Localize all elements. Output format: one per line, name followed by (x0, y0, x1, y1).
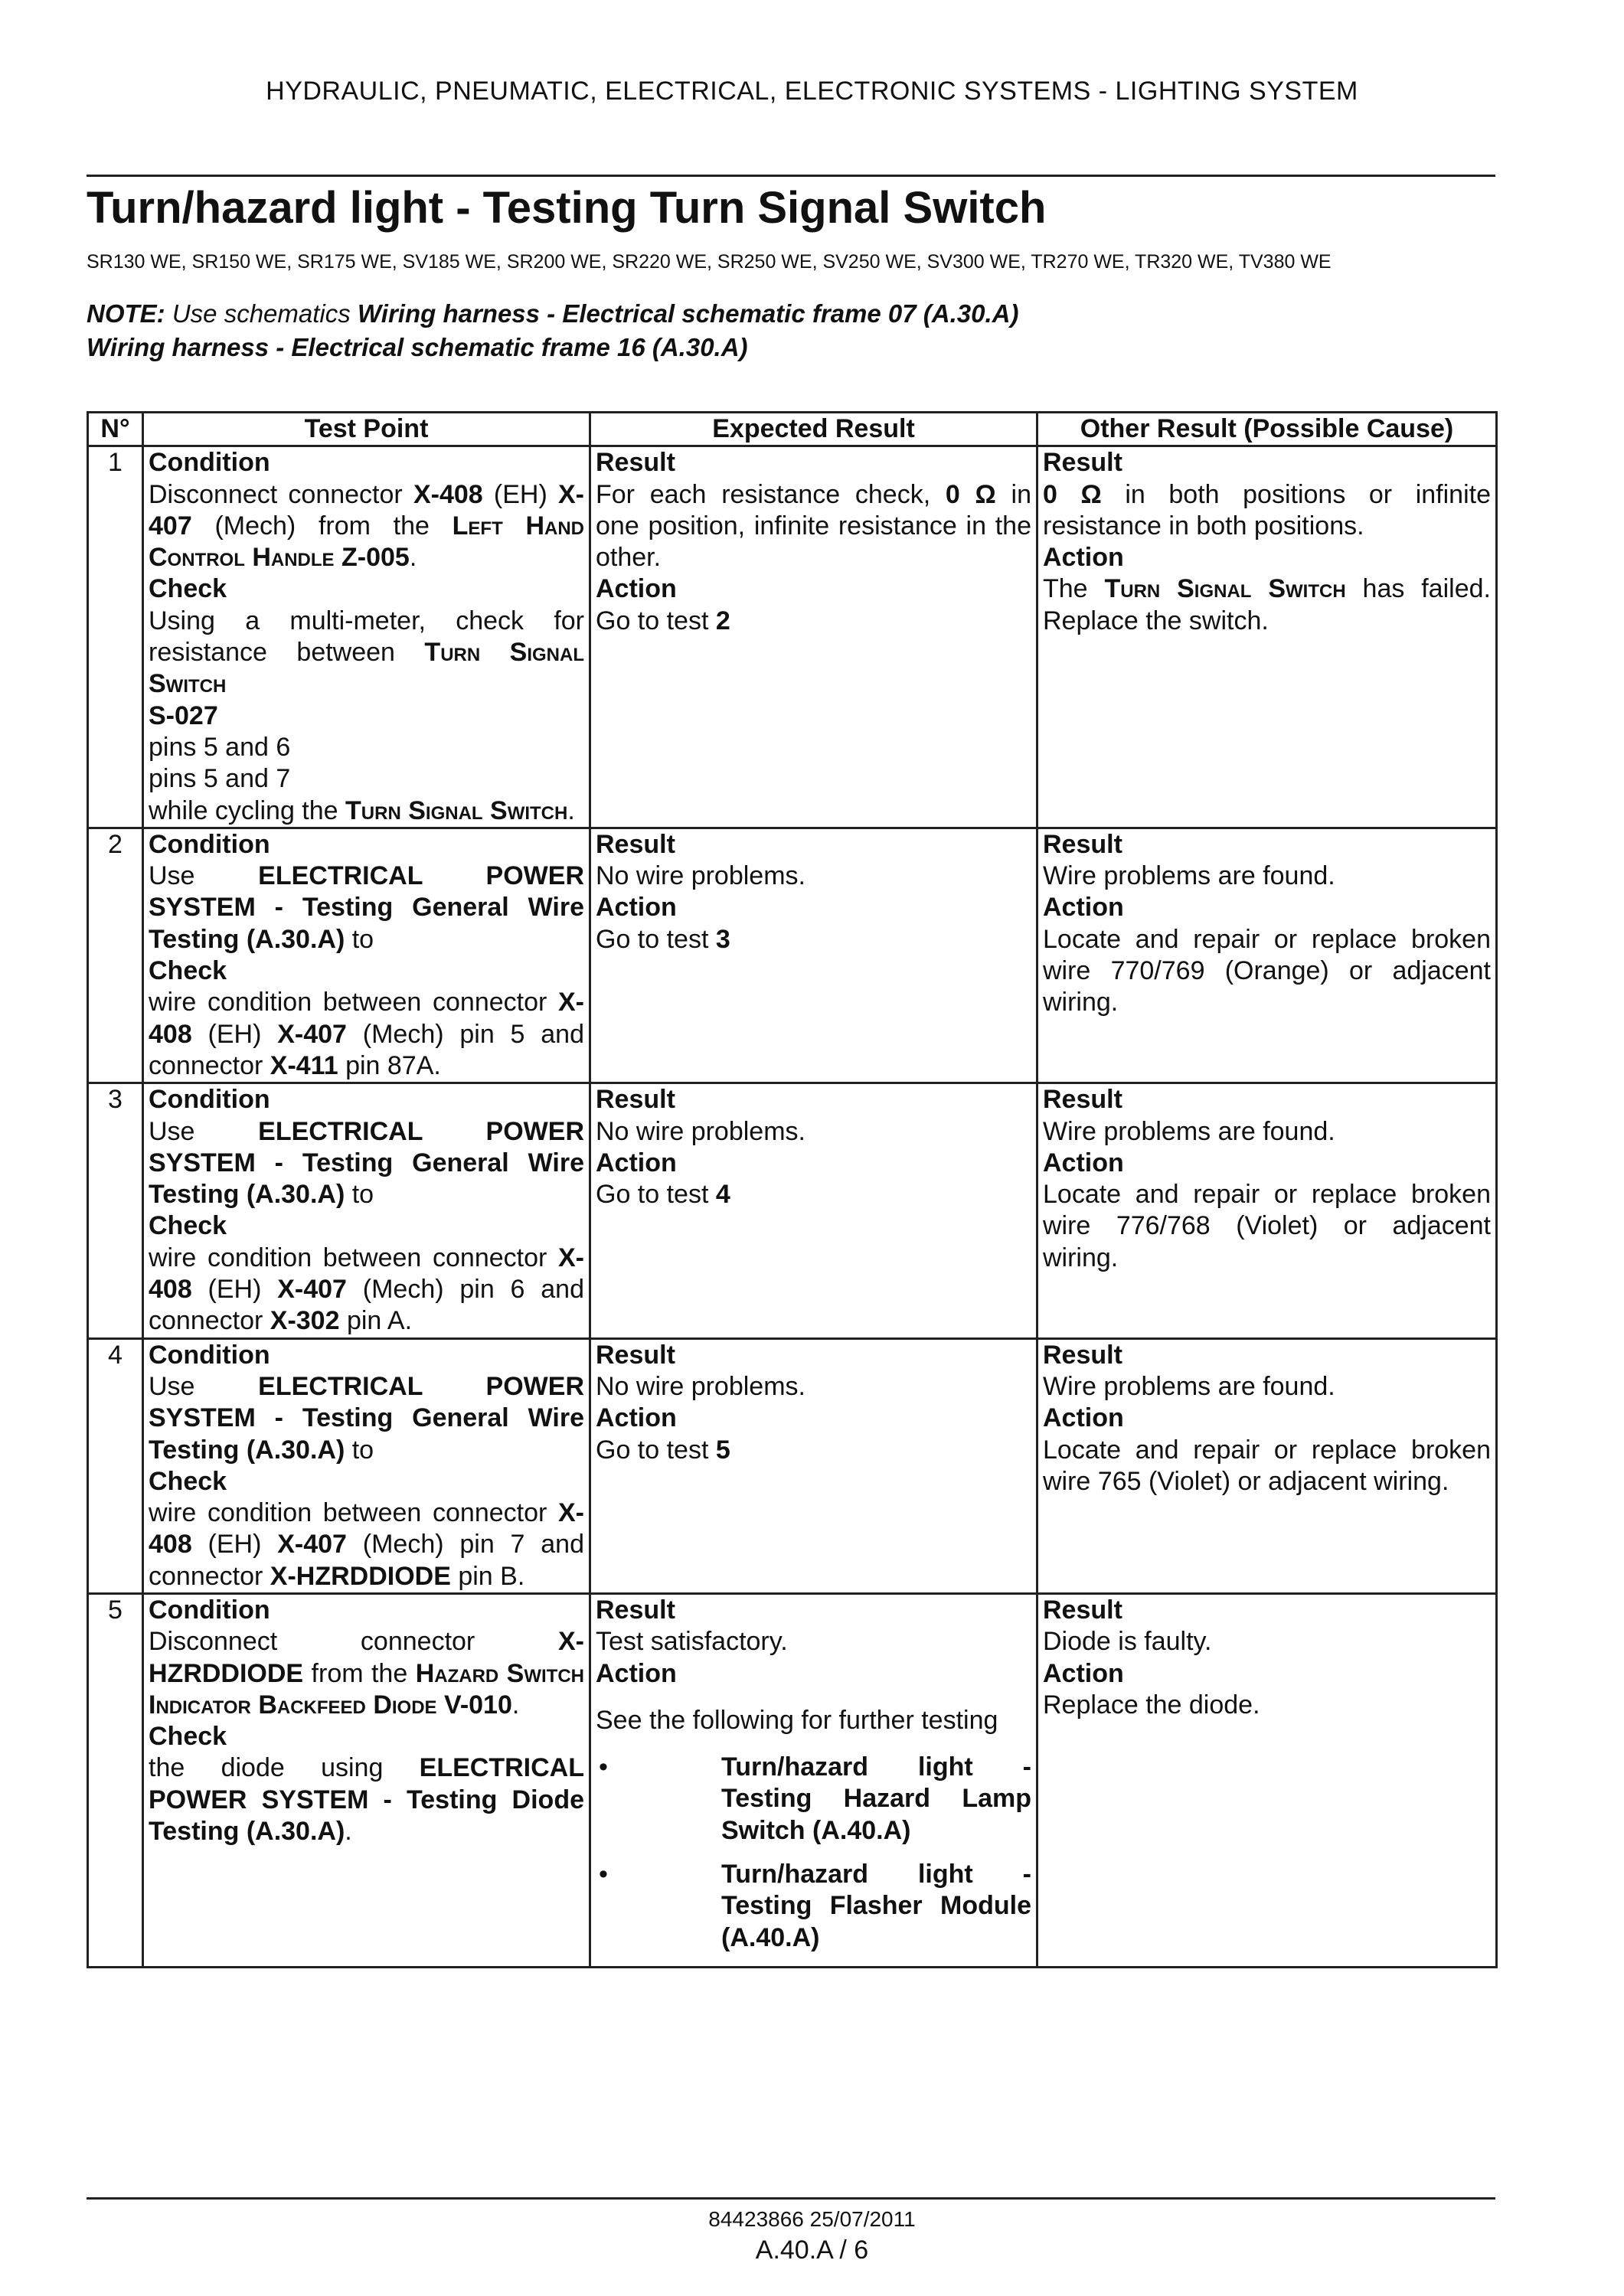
text: pin A. (339, 1306, 413, 1336)
text: No wire problems. (596, 1116, 805, 1146)
result-label: Result (1043, 1340, 1122, 1370)
connector-id: X-302 (270, 1306, 340, 1336)
reference-link[interactable]: Turn/hazard light - Testing Hazard Lamp Switch (A.40.A) (721, 1752, 1031, 1845)
further-testing-list (596, 1752, 1031, 1954)
action-label: Action (596, 574, 677, 604)
result-label: Result (596, 829, 675, 859)
text: Use (149, 1116, 259, 1146)
action-label: Action (596, 1148, 677, 1177)
connector-id: X-407 (277, 1275, 347, 1305)
result-label: Result (596, 1340, 675, 1370)
note-ref-1[interactable]: Wiring harness - Electrical schematic frame 07 (A.30.A) (357, 299, 1019, 328)
footer-rule (87, 2197, 1495, 2200)
expected-cell (590, 828, 1037, 1083)
text: pin 87A. (338, 1050, 441, 1080)
text: (Mech) pin 5 and connector (149, 1019, 584, 1080)
test-link[interactable]: 5 (715, 1435, 730, 1465)
text: Disconnect connector (149, 479, 413, 509)
result-label: Result (1043, 829, 1122, 859)
connector-id: X-407 (277, 1019, 347, 1049)
component-name: Left Hand Control Handle Z-005 (149, 511, 584, 573)
connector-id: X-408 (149, 1243, 584, 1305)
test-point-cell (143, 446, 590, 828)
result-label: Result (1043, 1595, 1122, 1625)
text: in one position, infinite resistance in the other. (596, 479, 1031, 573)
connector-id: X-411 (270, 1050, 338, 1080)
text: Diode is faulty. (1043, 1627, 1212, 1657)
running-header: HYDRAULIC, PNEUMATIC, ELECTRICAL, ELECTRONIC SYSTEMS - LIGHTING SYSTEM (266, 77, 1358, 106)
condition-label: Condition (149, 1595, 270, 1625)
test-point-cell (143, 1338, 590, 1593)
text: Go to test (596, 1435, 716, 1465)
table-row (88, 446, 1497, 828)
text: No wire problems. (596, 1371, 805, 1401)
text: No wire problems. (596, 861, 805, 891)
text: pin B. (450, 1561, 525, 1591)
other-cell (1037, 1083, 1497, 1338)
col-header-other: Other Result (Possible Cause) (1037, 413, 1497, 446)
action-label: Action (1043, 1403, 1124, 1433)
text: to (345, 1435, 374, 1465)
other-cell (1037, 828, 1497, 1083)
reference-link[interactable]: ELECTRICAL POWER SYSTEM - Testing General Wire Testing (A.30.A) (149, 861, 584, 954)
text: Go to test (596, 1180, 716, 1210)
text: Use (149, 1371, 259, 1401)
table-row (88, 828, 1497, 1083)
connector-id: X-408 (413, 479, 483, 509)
test-link[interactable]: 4 (715, 1180, 730, 1210)
text: Locate and repair or replace broken wire 770/769 (Orange) or adjacent wiring. (1043, 924, 1491, 1017)
check-label: Check (149, 1466, 227, 1496)
text: to (345, 924, 374, 954)
text: in both positions or infinite resistance in both positions. (1043, 479, 1491, 541)
other-cell (1037, 1593, 1497, 1967)
row-number: 3 (88, 1083, 143, 1338)
expected-cell (590, 1593, 1037, 1967)
result-label: Result (596, 448, 675, 478)
text: Using a multi-meter, check for resistance between (149, 606, 584, 668)
row-number: 4 (88, 1338, 143, 1593)
text: wire condition between connector (149, 988, 558, 1017)
connector-id: X-407 (149, 479, 584, 541)
action-label: Action (596, 1658, 677, 1688)
col-header-test-point: Test Point (143, 413, 590, 446)
other-cell (1037, 1338, 1497, 1593)
text: . (567, 795, 575, 825)
connector-id: X-407 (277, 1530, 347, 1560)
text: Go to test (596, 924, 716, 954)
text: wire condition between connector (149, 1498, 558, 1528)
text: Go to test (596, 606, 716, 635)
component-name: Hazard Switch Indicator Backfeed Diode V-010 (149, 1658, 585, 1720)
text: to (345, 1180, 374, 1210)
text: while cycling the (149, 795, 346, 825)
check-label: Check (149, 1722, 227, 1752)
action-label: Action (1043, 1148, 1124, 1177)
connector-id: X-HZRDDIODE (270, 1561, 451, 1591)
text: pins 5 and 6 (149, 732, 291, 762)
action-label: Action (1043, 543, 1124, 573)
text: (EH) (191, 1275, 278, 1305)
col-header-num: N° (88, 413, 143, 446)
row-number: 2 (88, 828, 143, 1083)
test-link[interactable]: 2 (715, 606, 730, 635)
condition-label: Condition (149, 448, 270, 478)
value: 0 Ω (1043, 479, 1102, 509)
text: (EH) (191, 1530, 278, 1560)
note-ref-2[interactable]: Wiring harness - Electrical schematic frame 16 (A.30.A) (87, 333, 748, 361)
check-label: Check (149, 956, 227, 986)
table-row (88, 1083, 1497, 1338)
component-id: S-027 (149, 701, 218, 730)
text: (Mech) from the (191, 511, 453, 541)
page-title: Turn/hazard light - Testing Turn Signal Switch (87, 183, 1047, 233)
text: Wire problems are found. (1043, 1371, 1335, 1401)
text: . (409, 543, 417, 573)
condition-label: Condition (149, 1340, 270, 1370)
text: (EH) (482, 479, 558, 509)
other-cell (1037, 446, 1497, 828)
text: Replace the diode. (1043, 1690, 1260, 1720)
result-label: Result (596, 1085, 675, 1115)
footer-page-number: A.40.A / 6 (755, 2236, 869, 2265)
text: pins 5 and 7 (149, 764, 291, 794)
test-point-cell (143, 1593, 590, 1967)
component-name: Turn Signal Switch (345, 795, 568, 825)
expected-cell (590, 1338, 1037, 1593)
test-table (87, 411, 1498, 1968)
result-label: Result (596, 1595, 675, 1625)
result-label: Result (1043, 448, 1122, 478)
component-name: Turn Signal Switch (1104, 574, 1346, 604)
note-text: Use schematics (172, 299, 351, 328)
test-point-cell (143, 1083, 590, 1338)
reference-link[interactable]: ELECTRICAL POWER SYSTEM - Testing Diode Testing (A.30.A) (149, 1753, 584, 1847)
col-header-expected: Expected Result (590, 413, 1037, 446)
text: Disconnect connector (149, 1627, 558, 1657)
check-label: Check (149, 1211, 227, 1241)
connector-id: X-408 (149, 988, 584, 1049)
text: (EH) (191, 1019, 278, 1049)
bullet-icon: • (599, 1752, 608, 1782)
result-label: Result (1043, 1085, 1122, 1115)
list-item[interactable] (596, 1752, 1031, 1847)
text: from the (303, 1658, 416, 1688)
model-list: SR130 WE, SR150 WE, SR175 WE, SV185 WE, SR200 WE, SR220 WE, SR250 WE, SV250 WE, SV300 WE, TR270 WE, TR320 WE, TV380 WE (87, 251, 1332, 273)
bullet-icon: • (599, 1860, 608, 1889)
text: . (345, 1817, 352, 1847)
text: has failed. Replace the switch. (1043, 574, 1491, 635)
text: (Mech) pin 6 and connector (149, 1275, 584, 1336)
condition-label: Condition (149, 829, 270, 859)
text: (Mech) pin 7 and connector (149, 1530, 584, 1591)
value: 0 Ω (945, 479, 996, 509)
further-testing-text: See the following for further testing (596, 1705, 998, 1735)
text: wire condition between connector (149, 1243, 558, 1272)
action-label: Action (1043, 1658, 1124, 1688)
text: the diode using (149, 1753, 420, 1783)
row-number: 1 (88, 446, 143, 828)
note (87, 297, 1018, 364)
note-label: NOTE: (87, 299, 165, 328)
text: Wire problems are found. (1043, 861, 1335, 891)
text: Locate and repair or replace broken wire 776/768 (Violet) or adjacent wiring. (1043, 1180, 1491, 1272)
action-label: Action (1043, 893, 1124, 923)
expected-cell (590, 446, 1037, 828)
connector-id: X-HZRDDIODE (149, 1627, 584, 1688)
reference-link[interactable]: ELECTRICAL POWER SYSTEM - Testing General Wire Testing (A.30.A) (149, 1116, 584, 1210)
connector-id: X-408 (149, 1498, 584, 1560)
expected-cell (590, 1083, 1037, 1338)
footer-doc-number: 84423866 25/07/2011 (708, 2207, 916, 2231)
table-header-row (88, 413, 1497, 446)
header-rule (87, 175, 1495, 177)
text: Test satisfactory. (596, 1627, 788, 1657)
row-number: 5 (88, 1593, 143, 1967)
text: Locate and repair or replace broken wire 765 (Violet) or adjacent wiring. (1043, 1435, 1491, 1496)
component-name: Turn Signal Switch (149, 638, 584, 699)
text: For each resistance check, (596, 479, 946, 509)
text: . (511, 1690, 520, 1720)
text: Wire problems are found. (1043, 1116, 1335, 1146)
table-row (88, 1338, 1497, 1593)
check-label: Check (149, 574, 227, 604)
reference-link[interactable]: ELECTRICAL POWER SYSTEM - Testing General Wire Testing (A.30.A) (149, 1371, 584, 1465)
condition-label: Condition (149, 1085, 270, 1115)
action-label: Action (596, 893, 677, 923)
test-point-cell (143, 828, 590, 1083)
text: Use (149, 861, 259, 891)
table-row (88, 1593, 1497, 1967)
text: The (1043, 574, 1105, 604)
test-link[interactable]: 3 (715, 924, 730, 954)
reference-link[interactable]: Turn/hazard light - Testing Flasher Module (A.40.A) (721, 1860, 1031, 1952)
action-label: Action (596, 1403, 677, 1433)
list-item[interactable] (596, 1859, 1031, 1954)
